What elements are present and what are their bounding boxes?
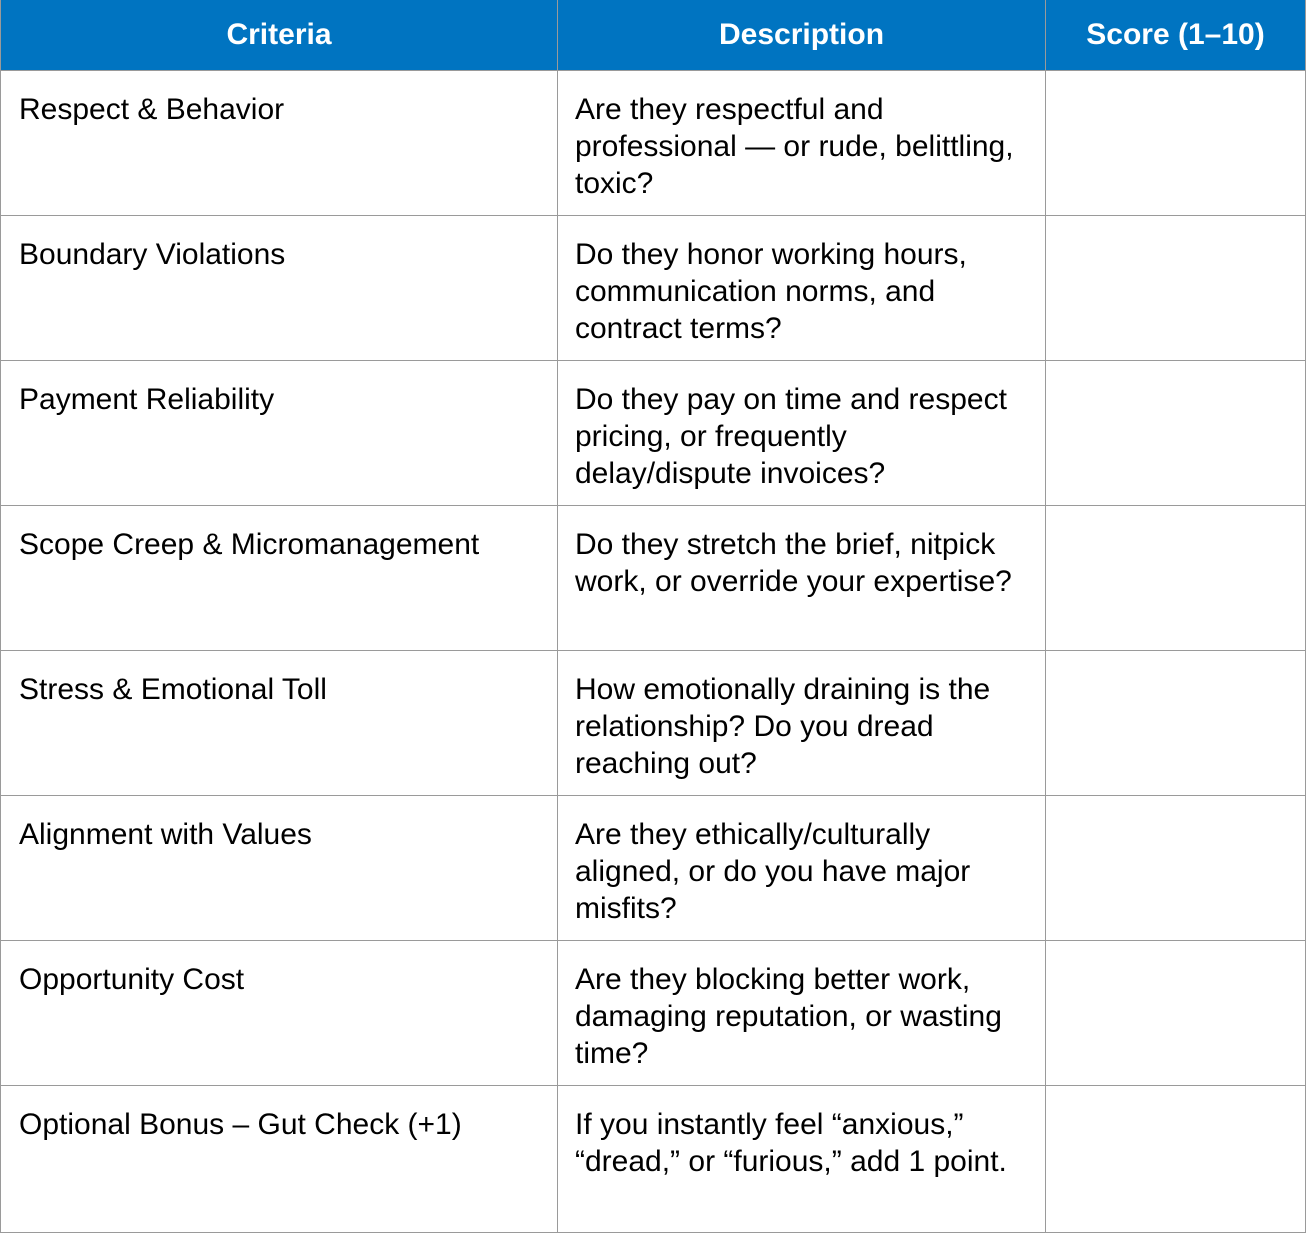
description-cell: How emotionally draining is the relationship? Do you dread reaching out?	[558, 650, 1046, 795]
header-score: Score (1–10)	[1046, 0, 1306, 70]
description-cell: Do they pay on time and respect pricing, or frequently delay/dispute invoices?	[558, 360, 1046, 505]
table-row	[1, 795, 1306, 940]
table-row	[1, 505, 1306, 650]
score-cell[interactable]	[1046, 70, 1306, 215]
score-cell[interactable]	[1046, 1085, 1306, 1232]
score-cell[interactable]	[1046, 795, 1306, 940]
score-cell[interactable]	[1046, 650, 1306, 795]
criteria-cell: Alignment with Values	[1, 795, 558, 940]
criteria-cell: Stress & Emotional Toll	[1, 650, 558, 795]
table-header	[1, 0, 1306, 70]
table-row	[1, 215, 1306, 360]
table-body	[1, 70, 1306, 1232]
score-cell[interactable]	[1046, 940, 1306, 1085]
description-cell: Do they honor working hours, communication norms, and contract terms?	[558, 215, 1046, 360]
table-row	[1, 70, 1306, 215]
score-cell[interactable]	[1046, 360, 1306, 505]
description-cell: Are they ethically/culturally aligned, or do you have major misfits?	[558, 795, 1046, 940]
description-cell: Do they stretch the brief, nitpick work, or override your expertise?	[558, 505, 1046, 650]
criteria-cell: Payment Reliability	[1, 360, 558, 505]
table-row	[1, 360, 1306, 505]
criteria-cell: Scope Creep & Micromanagement	[1, 505, 558, 650]
header-description: Description	[558, 0, 1046, 70]
description-cell: Are they respectful and professional — or rude, belittling, toxic?	[558, 70, 1046, 215]
criteria-cell: Opportunity Cost	[1, 940, 558, 1085]
table-row	[1, 650, 1306, 795]
header-criteria: Criteria	[1, 0, 558, 70]
description-cell: Are they blocking better work, damaging reputation, or wasting time?	[558, 940, 1046, 1085]
criteria-cell: Boundary Violations	[1, 215, 558, 360]
score-cell[interactable]	[1046, 505, 1306, 650]
table-row	[1, 940, 1306, 1085]
score-cell[interactable]	[1046, 215, 1306, 360]
header-row	[1, 0, 1306, 70]
criteria-cell: Optional Bonus – Gut Check (+1)	[1, 1085, 558, 1232]
table-row	[1, 1085, 1306, 1232]
description-cell: If you instantly feel “anxious,” “dread,” or “furious,” add 1 point.	[558, 1085, 1046, 1232]
criteria-cell: Respect & Behavior	[1, 70, 558, 215]
